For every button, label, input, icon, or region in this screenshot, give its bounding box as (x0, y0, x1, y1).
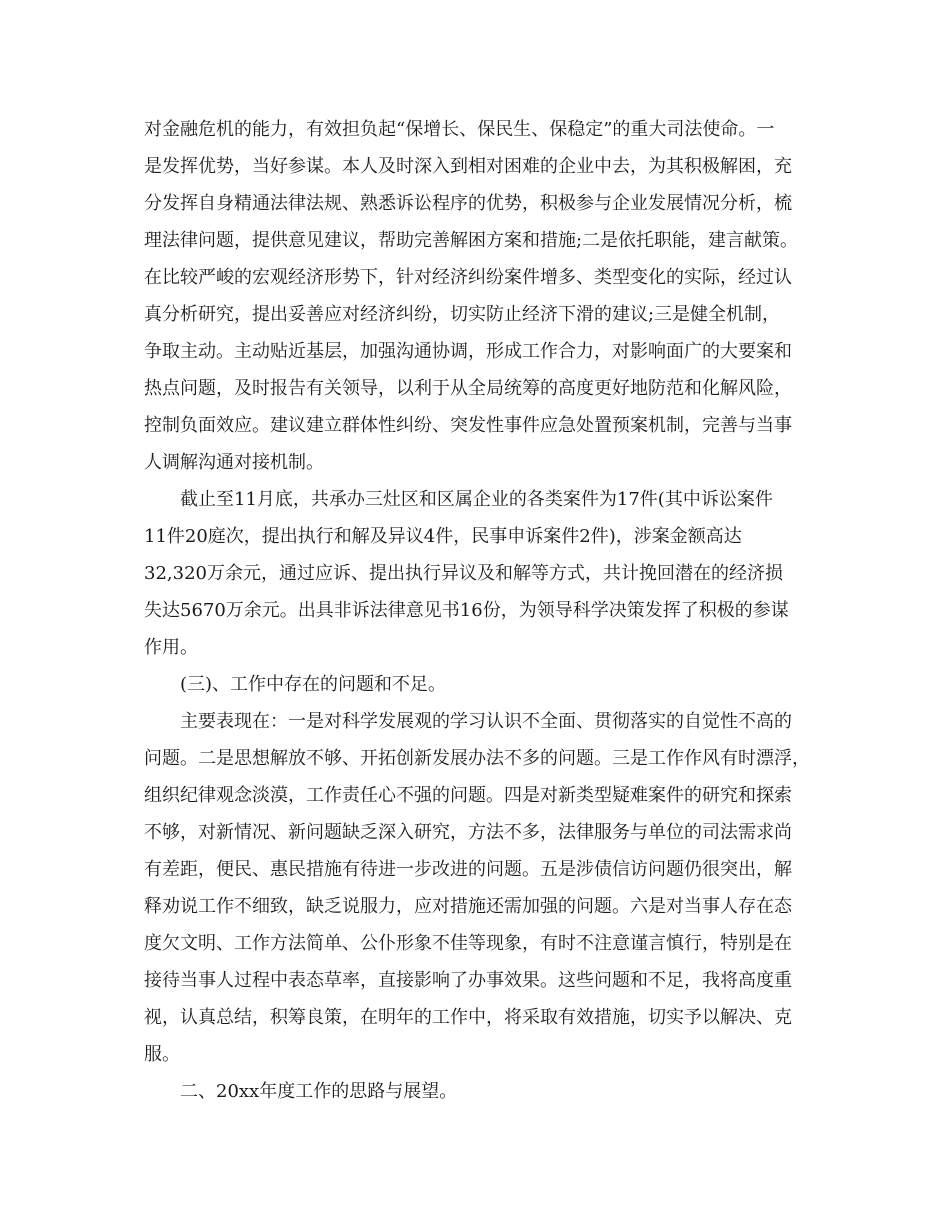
text-line: 主要表现在：一是对科学发展观的学习认识不全面、贯彻落实的自觉性不高的 (180, 711, 792, 732)
text-line: 截止至11月底，共承办三灶区和区属企业的各类案件为17件(其中诉讼案件 (180, 489, 773, 510)
text-line: 有差距，便民、惠民措施有待进一步改进的问题。五是涉债信访问题仍很突出，解 (144, 859, 792, 880)
text-line: 释劝说工作不细致，缺乏说服力，应对措施还需加强的问题。六是对当事人存在态 (144, 896, 792, 917)
text-line: 32,320万余元，通过应诉、提出执行异议及和解等方式，共计挽回潜在的经济损 (144, 563, 783, 584)
text-line: 视，认真总结，积筹良策，在明年的工作中，将采取有效措施，切实予以解决、克 (144, 1007, 792, 1028)
text-line: 接待当事人过程中表态草率，直接影响了办事效果。这些问题和不足，我将高度重 (144, 970, 792, 991)
text-line: 热点问题，及时报告有关领导，以利于从全局统筹的高度更好地防范和化解风险， (144, 378, 792, 399)
text-line: 理法律问题，提供意见建议，帮助完善解困方案和措施;二是依托职能，建言献策。 (144, 230, 799, 251)
text-line: 度欠文明、工作方法简单、公仆形象不佳等现象，有时不注意谨言慎行，特别是在 (144, 933, 792, 954)
text-line: 作用。 (144, 637, 198, 658)
text-line: 问题。二是思想解放不够、开拓创新发展办法不多的问题。三是工作作风有时漂浮， (144, 748, 810, 769)
text-line: 11件20庭次，提出执行和解及异议4件，民事申诉案件2件)，涉案金额高达 (144, 526, 742, 547)
text-line: 人调解沟通对接机制。 (144, 452, 324, 473)
section-heading: 二、20xx年度工作的思路与展望。 (180, 1081, 458, 1102)
text-line: 控制负面效应。建议建立群体性纠纷、突发性事件应急处置预案机制，完善与当事 (144, 415, 792, 436)
text-line: 不够，对新情况、新问题缺乏深入研究，方法不多，法律服务与单位的司法需求尚 (144, 822, 792, 843)
text-line: 失达5670万余元。出具非诉法律意见书16份，为领导科学决策发挥了积极的参谋 (144, 600, 789, 621)
text-line: 分发挥自身精通法律法规、熟悉诉讼程序的优势，积极参与企业发展情况分析，梳 (144, 193, 792, 214)
section-heading: (三)、工作中存在的问题和不足。 (180, 674, 447, 695)
text-line: 服。 (144, 1044, 180, 1065)
text-line: 争取主动。主动贴近基层，加强沟通协调，形成工作合力，对影响面广的大要案和 (144, 341, 792, 362)
text-line: 在比较严峻的宏观经济形势下，针对经济纠纷案件增多、类型变化的实际，经过认 (144, 267, 792, 288)
text-line: 组织纪律观念淡漠，工作责任心不强的问题。四是对新类型疑难案件的研究和探索 (144, 785, 792, 806)
text-line: 真分析研究，提出妥善应对经济纠纷，切实防止经济下滑的建议;三是健全机制， (144, 304, 781, 325)
text-line: 是发挥优势，当好参谋。本人及时深入到相对困难的企业中去，为其积极解困，充 (144, 156, 792, 177)
text-line: 对金融危机的能力，有效担负起“保增长、保民生、保稳定”的重大司法使命。一 (144, 119, 775, 140)
